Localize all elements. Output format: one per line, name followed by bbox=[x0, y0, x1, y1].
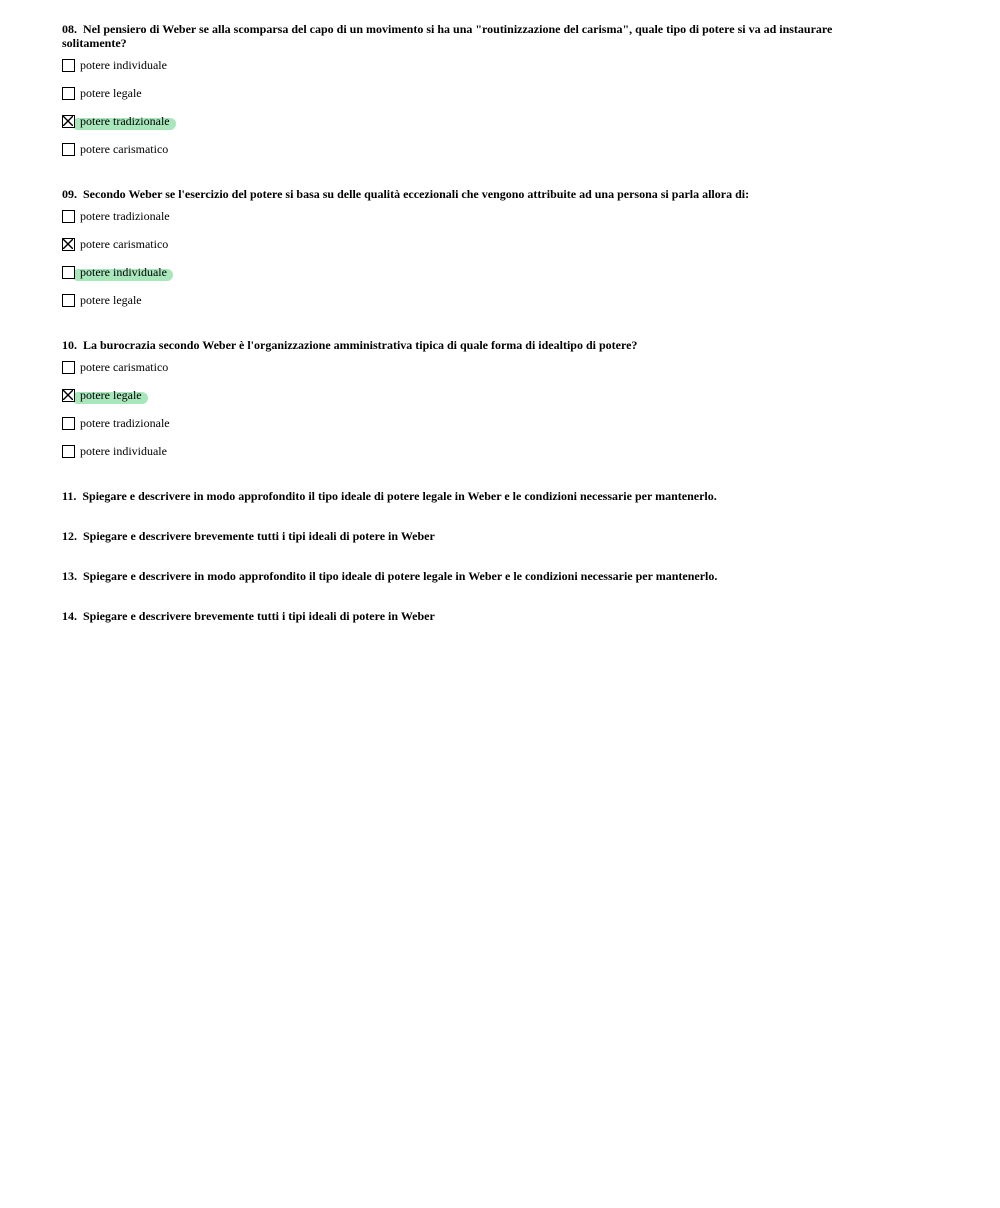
question-number: 11. bbox=[62, 489, 77, 503]
option-potere-carismatico[interactable] bbox=[62, 357, 892, 385]
checkbox-checked[interactable] bbox=[62, 389, 75, 402]
checkbox[interactable] bbox=[62, 143, 75, 156]
option-label: potere individuale bbox=[80, 265, 167, 279]
checkbox[interactable] bbox=[62, 266, 75, 279]
question-prompt: La burocrazia secondo Weber è l'organizzazione amministrativa tipica di quale forma di idealtipo di potere? bbox=[83, 338, 638, 352]
checkbox-checked[interactable] bbox=[62, 115, 75, 128]
option-potere-tradizionale[interactable] bbox=[62, 111, 892, 139]
cross-icon bbox=[63, 239, 73, 249]
open-question-14 bbox=[62, 609, 435, 623]
question-number: 09. bbox=[62, 187, 77, 201]
question-prompt: Spiegare e descrivere brevemente tutti i tipi ideali di potere in Weber bbox=[83, 609, 435, 623]
question-prompt: Spiegare e descrivere brevemente tutti i tipi ideali di potere in Weber bbox=[83, 529, 435, 543]
option-label: potere tradizionale bbox=[80, 209, 170, 223]
option-potere-tradizionale[interactable] bbox=[62, 206, 892, 234]
open-question-11 bbox=[62, 489, 717, 503]
checkbox[interactable] bbox=[62, 417, 75, 430]
open-question-12 bbox=[62, 529, 435, 543]
question-08-text bbox=[62, 22, 892, 50]
option-label: potere carismatico bbox=[80, 237, 169, 251]
question-number: 08. bbox=[62, 22, 77, 36]
option-potere-carismatico[interactable] bbox=[62, 139, 892, 167]
question-08 bbox=[62, 22, 892, 167]
cross-icon bbox=[63, 116, 73, 126]
option-label: potere carismatico bbox=[80, 360, 169, 374]
option-potere-individuale[interactable] bbox=[62, 55, 892, 83]
question-09-text bbox=[62, 187, 892, 201]
checkbox[interactable] bbox=[62, 87, 75, 100]
question-prompt: Secondo Weber se l'esercizio del potere si basa su delle qualità eccezionali che vengono attribuite ad una persona si parla allora di: bbox=[83, 187, 750, 201]
option-potere-individuale[interactable] bbox=[62, 441, 892, 469]
cross-icon bbox=[63, 390, 73, 400]
checkbox[interactable] bbox=[62, 294, 75, 307]
option-potere-legale[interactable] bbox=[62, 290, 892, 318]
options-list bbox=[62, 357, 892, 469]
option-potere-tradizionale[interactable] bbox=[62, 413, 892, 441]
options-list bbox=[62, 55, 892, 167]
option-potere-legale[interactable] bbox=[62, 385, 892, 413]
question-number: 10. bbox=[62, 338, 77, 352]
checkbox[interactable] bbox=[62, 210, 75, 223]
question-prompt: Nel pensiero di Weber se alla scomparsa del capo di un movimento si ha una "routinizzazione del carisma", quale tipo di potere si va ad instaurare solitamente? bbox=[62, 22, 833, 50]
open-question-13 bbox=[62, 569, 717, 583]
question-prompt: Spiegare e descrivere in modo approfondito il tipo ideale di potere legale in Weber e le condizioni necessarie per mantenerlo. bbox=[82, 489, 717, 503]
option-label: potere individuale bbox=[80, 58, 167, 72]
option-label: potere legale bbox=[80, 388, 142, 402]
question-09 bbox=[62, 187, 892, 318]
option-label: potere legale bbox=[80, 293, 142, 307]
checkbox[interactable] bbox=[62, 361, 75, 374]
question-10 bbox=[62, 338, 892, 469]
question-prompt: Spiegare e descrivere in modo approfondito il tipo ideale di potere legale in Weber e le condizioni necessarie per mantenerlo. bbox=[83, 569, 718, 583]
option-potere-legale[interactable] bbox=[62, 83, 892, 111]
checkbox[interactable] bbox=[62, 445, 75, 458]
option-potere-individuale[interactable] bbox=[62, 262, 892, 290]
option-label: potere legale bbox=[80, 86, 142, 100]
checkbox[interactable] bbox=[62, 59, 75, 72]
checkbox-checked[interactable] bbox=[62, 238, 75, 251]
option-potere-carismatico[interactable] bbox=[62, 234, 892, 262]
question-10-text bbox=[62, 338, 892, 352]
option-label: potere carismatico bbox=[80, 142, 169, 156]
question-number: 13. bbox=[62, 569, 77, 583]
option-label: potere tradizionale bbox=[80, 114, 170, 128]
option-label: potere tradizionale bbox=[80, 416, 170, 430]
question-number: 12. bbox=[62, 529, 77, 543]
option-label: potere individuale bbox=[80, 444, 167, 458]
options-list bbox=[62, 206, 892, 318]
question-number: 14. bbox=[62, 609, 77, 623]
